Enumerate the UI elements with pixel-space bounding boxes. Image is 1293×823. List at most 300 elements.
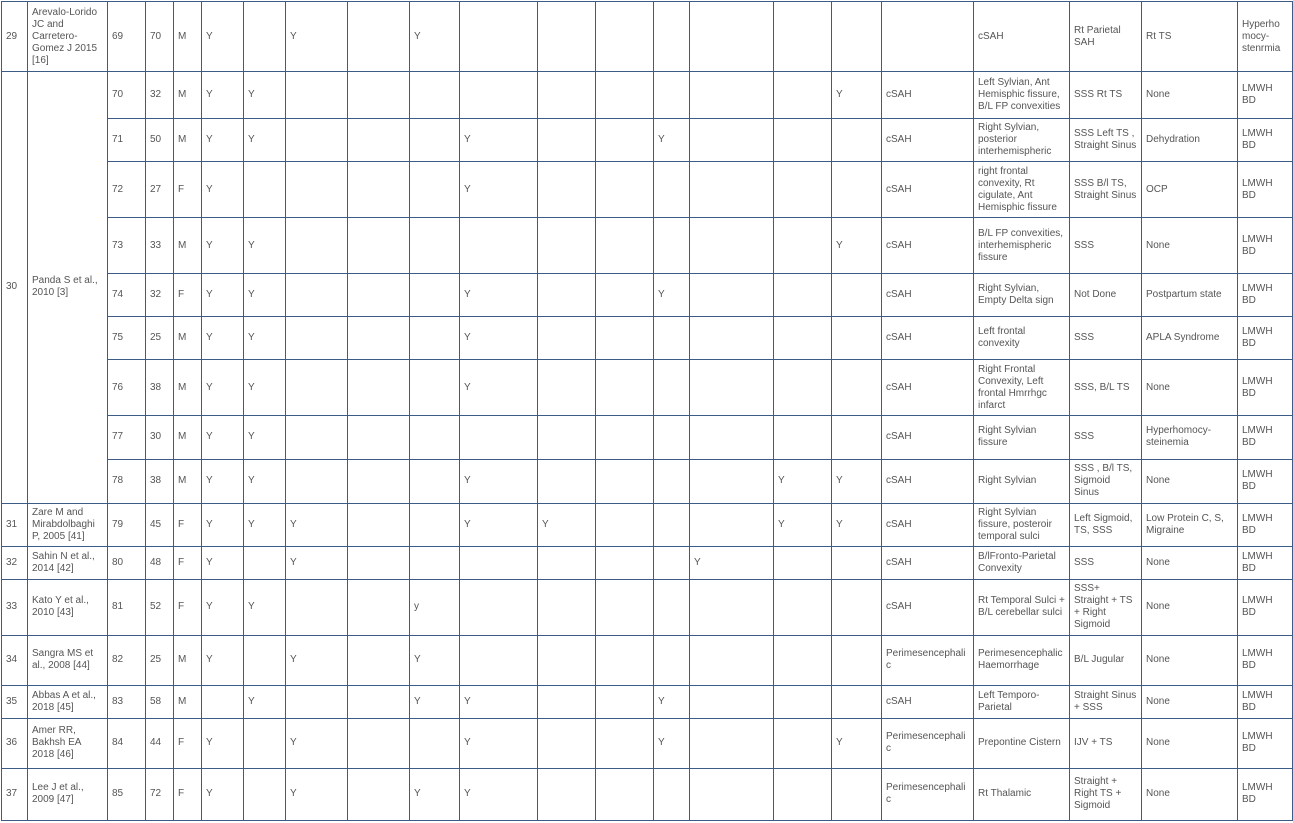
author-cell: Lee J et al., 2009 [47] <box>28 768 108 820</box>
serial-cell: 34 <box>2 635 28 685</box>
sex-cell: M <box>174 360 202 416</box>
feature-cell <box>654 635 690 685</box>
feature-cell <box>538 546 596 579</box>
feature-cell: Y <box>460 274 538 317</box>
sinus-cell: SSS Left TS , Straight Sinus <box>1070 119 1142 162</box>
risk-factor-cell: None <box>1142 218 1238 274</box>
risk-factor-cell: APLA Syndrome <box>1142 317 1238 360</box>
table-row <box>2 416 1293 459</box>
feature-cell <box>538 72 596 119</box>
case-number-cell: 84 <box>108 718 146 768</box>
table-row <box>2 503 1293 546</box>
feature-cell <box>460 416 538 459</box>
feature-cell <box>832 635 882 685</box>
feature-cell: Y <box>244 72 286 119</box>
feature-cell <box>538 218 596 274</box>
table-row <box>2 119 1293 162</box>
feature-cell: Y <box>202 218 244 274</box>
case-number-cell: 82 <box>108 635 146 685</box>
sah-type-cell: Perimesencephalic <box>882 635 974 685</box>
data-table <box>1 1 1293 821</box>
risk-factor-cell: None <box>1142 768 1238 820</box>
case-number-cell: 75 <box>108 317 146 360</box>
treatment-cell: LMWH BD <box>1238 685 1293 718</box>
feature-cell <box>774 360 832 416</box>
feature-cell: Y <box>460 317 538 360</box>
feature-cell <box>832 274 882 317</box>
feature-cell: y <box>410 579 460 635</box>
feature-cell <box>348 416 410 459</box>
feature-cell: Y <box>202 546 244 579</box>
sah-location-cell: B/L FP convexities, interhemispheric fissure <box>974 218 1070 274</box>
feature-cell <box>348 2 410 72</box>
author-cell: Abbas A et al., 2018 [45] <box>28 685 108 718</box>
table-row <box>2 685 1293 718</box>
sah-location-cell: B/lFronto-Parietal Convexity <box>974 546 1070 579</box>
feature-cell <box>654 768 690 820</box>
feature-cell <box>596 162 654 218</box>
feature-cell: Y <box>832 503 882 546</box>
age-cell: 44 <box>146 718 174 768</box>
sah-location-cell: Right Sylvian fissure <box>974 416 1070 459</box>
sah-type-cell: cSAH <box>882 579 974 635</box>
feature-cell: Y <box>202 579 244 635</box>
feature-cell: Y <box>460 162 538 218</box>
sah-type-cell: cSAH <box>882 162 974 218</box>
feature-cell: Y <box>410 768 460 820</box>
feature-cell <box>690 718 774 768</box>
risk-factor-cell: None <box>1142 546 1238 579</box>
sah-type-cell: cSAH <box>882 416 974 459</box>
feature-cell <box>832 2 882 72</box>
feature-cell <box>460 546 538 579</box>
feature-cell <box>410 317 460 360</box>
feature-cell: Y <box>410 635 460 685</box>
feature-cell <box>348 503 410 546</box>
sah-type-cell: cSAH <box>882 119 974 162</box>
case-number-cell: 74 <box>108 274 146 317</box>
sinus-cell: Straight + Right TS + Sigmoid <box>1070 768 1142 820</box>
sah-location-cell: Rt Temporal Sulci + B/L cerebellar sulci <box>974 579 1070 635</box>
case-number-cell: 78 <box>108 459 146 503</box>
case-number-cell: 83 <box>108 685 146 718</box>
age-cell: 72 <box>146 768 174 820</box>
sah-location-cell: Right Frontal Convexity, Left frontal Hmrrhgc infarct <box>974 360 1070 416</box>
feature-cell <box>832 360 882 416</box>
feature-cell <box>202 685 244 718</box>
sinus-cell: SSS B/l TS, Straight Sinus <box>1070 162 1142 218</box>
author-cell: Sangra MS et al., 2008 [44] <box>28 635 108 685</box>
treatment-cell: LMWH BD <box>1238 119 1293 162</box>
feature-cell: Y <box>202 718 244 768</box>
feature-cell <box>348 119 410 162</box>
feature-cell <box>348 218 410 274</box>
feature-cell: Y <box>202 635 244 685</box>
feature-cell <box>690 635 774 685</box>
feature-cell <box>286 360 348 416</box>
feature-cell: Y <box>460 503 538 546</box>
feature-cell <box>286 459 348 503</box>
feature-cell <box>410 119 460 162</box>
feature-cell: Y <box>202 119 244 162</box>
feature-cell: Y <box>832 72 882 119</box>
sah-location-cell: Perimesencephalic Haemorrhage <box>974 635 1070 685</box>
sah-location-cell: Left frontal convexity <box>974 317 1070 360</box>
sinus-cell: SSS , B/l TS, Sigmoid Sinus <box>1070 459 1142 503</box>
treatment-cell: LMWH BD <box>1238 546 1293 579</box>
sah-type-cell: cSAH <box>882 72 974 119</box>
feature-cell: Y <box>286 546 348 579</box>
sah-type-cell: cSAH <box>882 274 974 317</box>
sah-location-cell: right frontal convexity, Rt cigulate, Ant Hemisphic fissure <box>974 162 1070 218</box>
feature-cell <box>774 546 832 579</box>
feature-cell <box>654 416 690 459</box>
feature-cell: Y <box>460 360 538 416</box>
sah-location-cell: Right Sylvian <box>974 459 1070 503</box>
feature-cell: Y <box>244 274 286 317</box>
feature-cell <box>774 218 832 274</box>
feature-cell: Y <box>832 218 882 274</box>
feature-cell <box>538 119 596 162</box>
sah-type-cell: cSAH <box>882 685 974 718</box>
feature-cell <box>410 718 460 768</box>
feature-cell <box>410 274 460 317</box>
feature-cell <box>244 768 286 820</box>
sinus-cell: SSS+ Straight + TS + Right Sigmoid <box>1070 579 1142 635</box>
feature-cell <box>774 72 832 119</box>
feature-cell <box>774 274 832 317</box>
author-cell: Kato Y et al., 2010 [43] <box>28 579 108 635</box>
feature-cell: Y <box>202 768 244 820</box>
feature-cell <box>774 718 832 768</box>
feature-cell <box>654 503 690 546</box>
feature-cell <box>654 162 690 218</box>
feature-cell <box>286 119 348 162</box>
age-cell: 70 <box>146 2 174 72</box>
feature-cell <box>538 635 596 685</box>
feature-cell <box>690 768 774 820</box>
serial-cell: 29 <box>2 2 28 72</box>
sex-cell: M <box>174 459 202 503</box>
feature-cell: Y <box>202 162 244 218</box>
treatment-cell: LMWH BD <box>1238 162 1293 218</box>
feature-cell <box>348 546 410 579</box>
treatment-cell: LMWH BD <box>1238 72 1293 119</box>
sinus-cell: SSS, B/L TS <box>1070 360 1142 416</box>
feature-cell: Y <box>654 718 690 768</box>
case-number-cell: 69 <box>108 2 146 72</box>
author-cell: Sahin N et al., 2014 [42] <box>28 546 108 579</box>
age-cell: 58 <box>146 685 174 718</box>
feature-cell <box>410 218 460 274</box>
feature-cell: Y <box>202 72 244 119</box>
table-row <box>2 635 1293 685</box>
feature-cell <box>774 2 832 72</box>
feature-cell <box>596 2 654 72</box>
feature-cell <box>244 546 286 579</box>
treatment-cell: LMWH BD <box>1238 768 1293 820</box>
feature-cell <box>538 360 596 416</box>
feature-cell <box>348 72 410 119</box>
sex-cell: F <box>174 718 202 768</box>
feature-cell: Y <box>460 685 538 718</box>
age-cell: 32 <box>146 72 174 119</box>
feature-cell <box>348 685 410 718</box>
feature-cell <box>654 72 690 119</box>
sex-cell: M <box>174 2 202 72</box>
feature-cell <box>690 162 774 218</box>
feature-cell <box>690 503 774 546</box>
feature-cell <box>348 360 410 416</box>
feature-cell: Y <box>690 546 774 579</box>
sex-cell: M <box>174 685 202 718</box>
feature-cell <box>690 218 774 274</box>
table-row <box>2 162 1293 218</box>
feature-cell: Y <box>460 718 538 768</box>
table-row <box>2 579 1293 635</box>
feature-cell <box>596 416 654 459</box>
feature-cell <box>348 459 410 503</box>
feature-cell <box>348 274 410 317</box>
feature-cell: Y <box>286 718 348 768</box>
feature-cell <box>460 72 538 119</box>
feature-cell <box>596 218 654 274</box>
treatment-cell: LMWH BD <box>1238 718 1293 768</box>
feature-cell: Y <box>410 685 460 718</box>
treatment-cell: LMWH BD <box>1238 503 1293 546</box>
feature-cell: Y <box>460 768 538 820</box>
author-cell: Arevalo-Lorido JC and Carretero-Gomez J 2015 [16] <box>28 2 108 72</box>
feature-cell <box>410 546 460 579</box>
author-cell: Panda S et al., 2010 [3] <box>28 72 108 503</box>
sah-location-cell: cSAH <box>974 2 1070 72</box>
feature-cell <box>286 274 348 317</box>
feature-cell: Y <box>286 768 348 820</box>
serial-cell: 31 <box>2 503 28 546</box>
age-cell: 45 <box>146 503 174 546</box>
feature-cell <box>596 274 654 317</box>
sah-location-cell: Right Sylvian fissure, posteroir temporal sulci <box>974 503 1070 546</box>
feature-cell <box>348 317 410 360</box>
feature-cell <box>348 635 410 685</box>
feature-cell <box>596 459 654 503</box>
feature-cell: Y <box>244 416 286 459</box>
treatment-cell: LMWH BD <box>1238 579 1293 635</box>
sah-type-cell <box>882 2 974 72</box>
case-number-cell: 70 <box>108 72 146 119</box>
feature-cell <box>538 685 596 718</box>
feature-cell: Y <box>654 685 690 718</box>
feature-cell: Y <box>286 2 348 72</box>
sah-location-cell: Left Temporo-Parietal <box>974 685 1070 718</box>
feature-cell <box>654 2 690 72</box>
sex-cell: M <box>174 635 202 685</box>
sinus-cell: Not Done <box>1070 274 1142 317</box>
feature-cell <box>654 546 690 579</box>
table-row <box>2 218 1293 274</box>
sah-type-cell: Perimesencephalic <box>882 768 974 820</box>
table-row <box>2 718 1293 768</box>
sex-cell: F <box>174 768 202 820</box>
feature-cell: Y <box>202 416 244 459</box>
feature-cell <box>538 2 596 72</box>
age-cell: 48 <box>146 546 174 579</box>
feature-cell: Y <box>654 119 690 162</box>
sinus-cell: B/L Jugular <box>1070 635 1142 685</box>
feature-cell <box>538 718 596 768</box>
age-cell: 32 <box>146 274 174 317</box>
feature-cell: Y <box>832 459 882 503</box>
feature-cell <box>832 119 882 162</box>
feature-cell <box>690 274 774 317</box>
sah-location-cell: Right Sylvian, Empty Delta sign <box>974 274 1070 317</box>
treatment-cell: LMWH BD <box>1238 360 1293 416</box>
feature-cell <box>410 459 460 503</box>
sex-cell: F <box>174 162 202 218</box>
sex-cell: M <box>174 317 202 360</box>
feature-cell <box>596 685 654 718</box>
sex-cell: F <box>174 546 202 579</box>
feature-cell: Y <box>202 274 244 317</box>
feature-cell <box>774 162 832 218</box>
author-cell: Amer RR, Bakhsh EA 2018 [46] <box>28 718 108 768</box>
case-number-cell: 79 <box>108 503 146 546</box>
feature-cell <box>654 579 690 635</box>
feature-cell: Y <box>202 360 244 416</box>
feature-cell <box>832 317 882 360</box>
feature-cell: Y <box>774 459 832 503</box>
feature-cell <box>538 317 596 360</box>
feature-cell: Y <box>286 503 348 546</box>
feature-cell <box>596 360 654 416</box>
serial-cell: 37 <box>2 768 28 820</box>
feature-cell <box>460 2 538 72</box>
age-cell: 50 <box>146 119 174 162</box>
feature-cell <box>348 162 410 218</box>
age-cell: 27 <box>146 162 174 218</box>
sinus-cell: Left Sigmoid, TS, SSS <box>1070 503 1142 546</box>
case-number-cell: 80 <box>108 546 146 579</box>
sinus-cell: SSS <box>1070 317 1142 360</box>
treatment-cell: LMWH BD <box>1238 635 1293 685</box>
feature-cell: Y <box>410 2 460 72</box>
feature-cell <box>832 685 882 718</box>
risk-factor-cell: None <box>1142 635 1238 685</box>
feature-cell: Y <box>460 119 538 162</box>
sinus-cell: SSS <box>1070 546 1142 579</box>
age-cell: 38 <box>146 459 174 503</box>
case-number-cell: 73 <box>108 218 146 274</box>
sinus-cell: SSS Rt TS <box>1070 72 1142 119</box>
risk-factor-cell: None <box>1142 72 1238 119</box>
feature-cell <box>654 360 690 416</box>
feature-cell: Y <box>202 459 244 503</box>
feature-cell <box>286 72 348 119</box>
sex-cell: F <box>174 274 202 317</box>
table-row <box>2 768 1293 820</box>
feature-cell <box>460 635 538 685</box>
sah-type-cell: cSAH <box>882 546 974 579</box>
feature-cell <box>244 635 286 685</box>
feature-cell <box>410 360 460 416</box>
feature-cell <box>538 162 596 218</box>
feature-cell <box>348 718 410 768</box>
feature-cell <box>410 162 460 218</box>
risk-factor-cell: None <box>1142 459 1238 503</box>
feature-cell: Y <box>244 503 286 546</box>
feature-cell <box>654 459 690 503</box>
sah-type-cell: cSAH <box>882 317 974 360</box>
feature-cell <box>538 579 596 635</box>
treatment-cell: LMWH BD <box>1238 317 1293 360</box>
sex-cell: M <box>174 218 202 274</box>
feature-cell <box>286 317 348 360</box>
case-number-cell: 77 <box>108 416 146 459</box>
feature-cell <box>654 218 690 274</box>
table-row <box>2 2 1293 72</box>
feature-cell: Y <box>460 459 538 503</box>
feature-cell <box>244 162 286 218</box>
feature-cell <box>774 416 832 459</box>
risk-factor-cell: Rt TS <box>1142 2 1238 72</box>
feature-cell <box>596 635 654 685</box>
feature-cell <box>596 503 654 546</box>
sah-location-cell: Left Sylvian, Ant Hemisphic fissure, B/L FP convexities <box>974 72 1070 119</box>
feature-cell: Y <box>244 459 286 503</box>
case-number-cell: 71 <box>108 119 146 162</box>
author-cell: Zare M and Mirabdolbaghi P, 2005 [41] <box>28 503 108 546</box>
sinus-cell: Straight Sinus + SSS <box>1070 685 1142 718</box>
treatment-cell: Hyperhomocy-stenrmia <box>1238 2 1293 72</box>
age-cell: 30 <box>146 416 174 459</box>
sex-cell: M <box>174 72 202 119</box>
age-cell: 33 <box>146 218 174 274</box>
feature-cell <box>410 416 460 459</box>
feature-cell <box>538 459 596 503</box>
feature-cell <box>690 119 774 162</box>
risk-factor-cell: OCP <box>1142 162 1238 218</box>
feature-cell <box>690 579 774 635</box>
risk-factor-cell: Hyperhomocy-steinemia <box>1142 416 1238 459</box>
feature-cell: Y <box>244 119 286 162</box>
treatment-cell: LMWH BD <box>1238 274 1293 317</box>
sinus-cell: IJV + TS <box>1070 718 1142 768</box>
feature-cell <box>832 416 882 459</box>
feature-cell: Y <box>286 635 348 685</box>
sex-cell: M <box>174 119 202 162</box>
feature-cell <box>596 119 654 162</box>
feature-cell <box>690 317 774 360</box>
feature-cell <box>596 768 654 820</box>
risk-factor-cell: None <box>1142 360 1238 416</box>
table-row <box>2 546 1293 579</box>
feature-cell <box>774 579 832 635</box>
feature-cell <box>596 718 654 768</box>
age-cell: 52 <box>146 579 174 635</box>
feature-cell: Y <box>654 274 690 317</box>
feature-cell <box>596 546 654 579</box>
feature-cell: Y <box>202 2 244 72</box>
sah-location-cell: Rt Thalamic <box>974 768 1070 820</box>
feature-cell <box>832 768 882 820</box>
feature-cell <box>774 635 832 685</box>
feature-cell: Y <box>244 218 286 274</box>
feature-cell <box>832 546 882 579</box>
feature-cell <box>538 416 596 459</box>
feature-cell: Y <box>774 503 832 546</box>
feature-cell <box>244 2 286 72</box>
sinus-cell: SSS <box>1070 416 1142 459</box>
